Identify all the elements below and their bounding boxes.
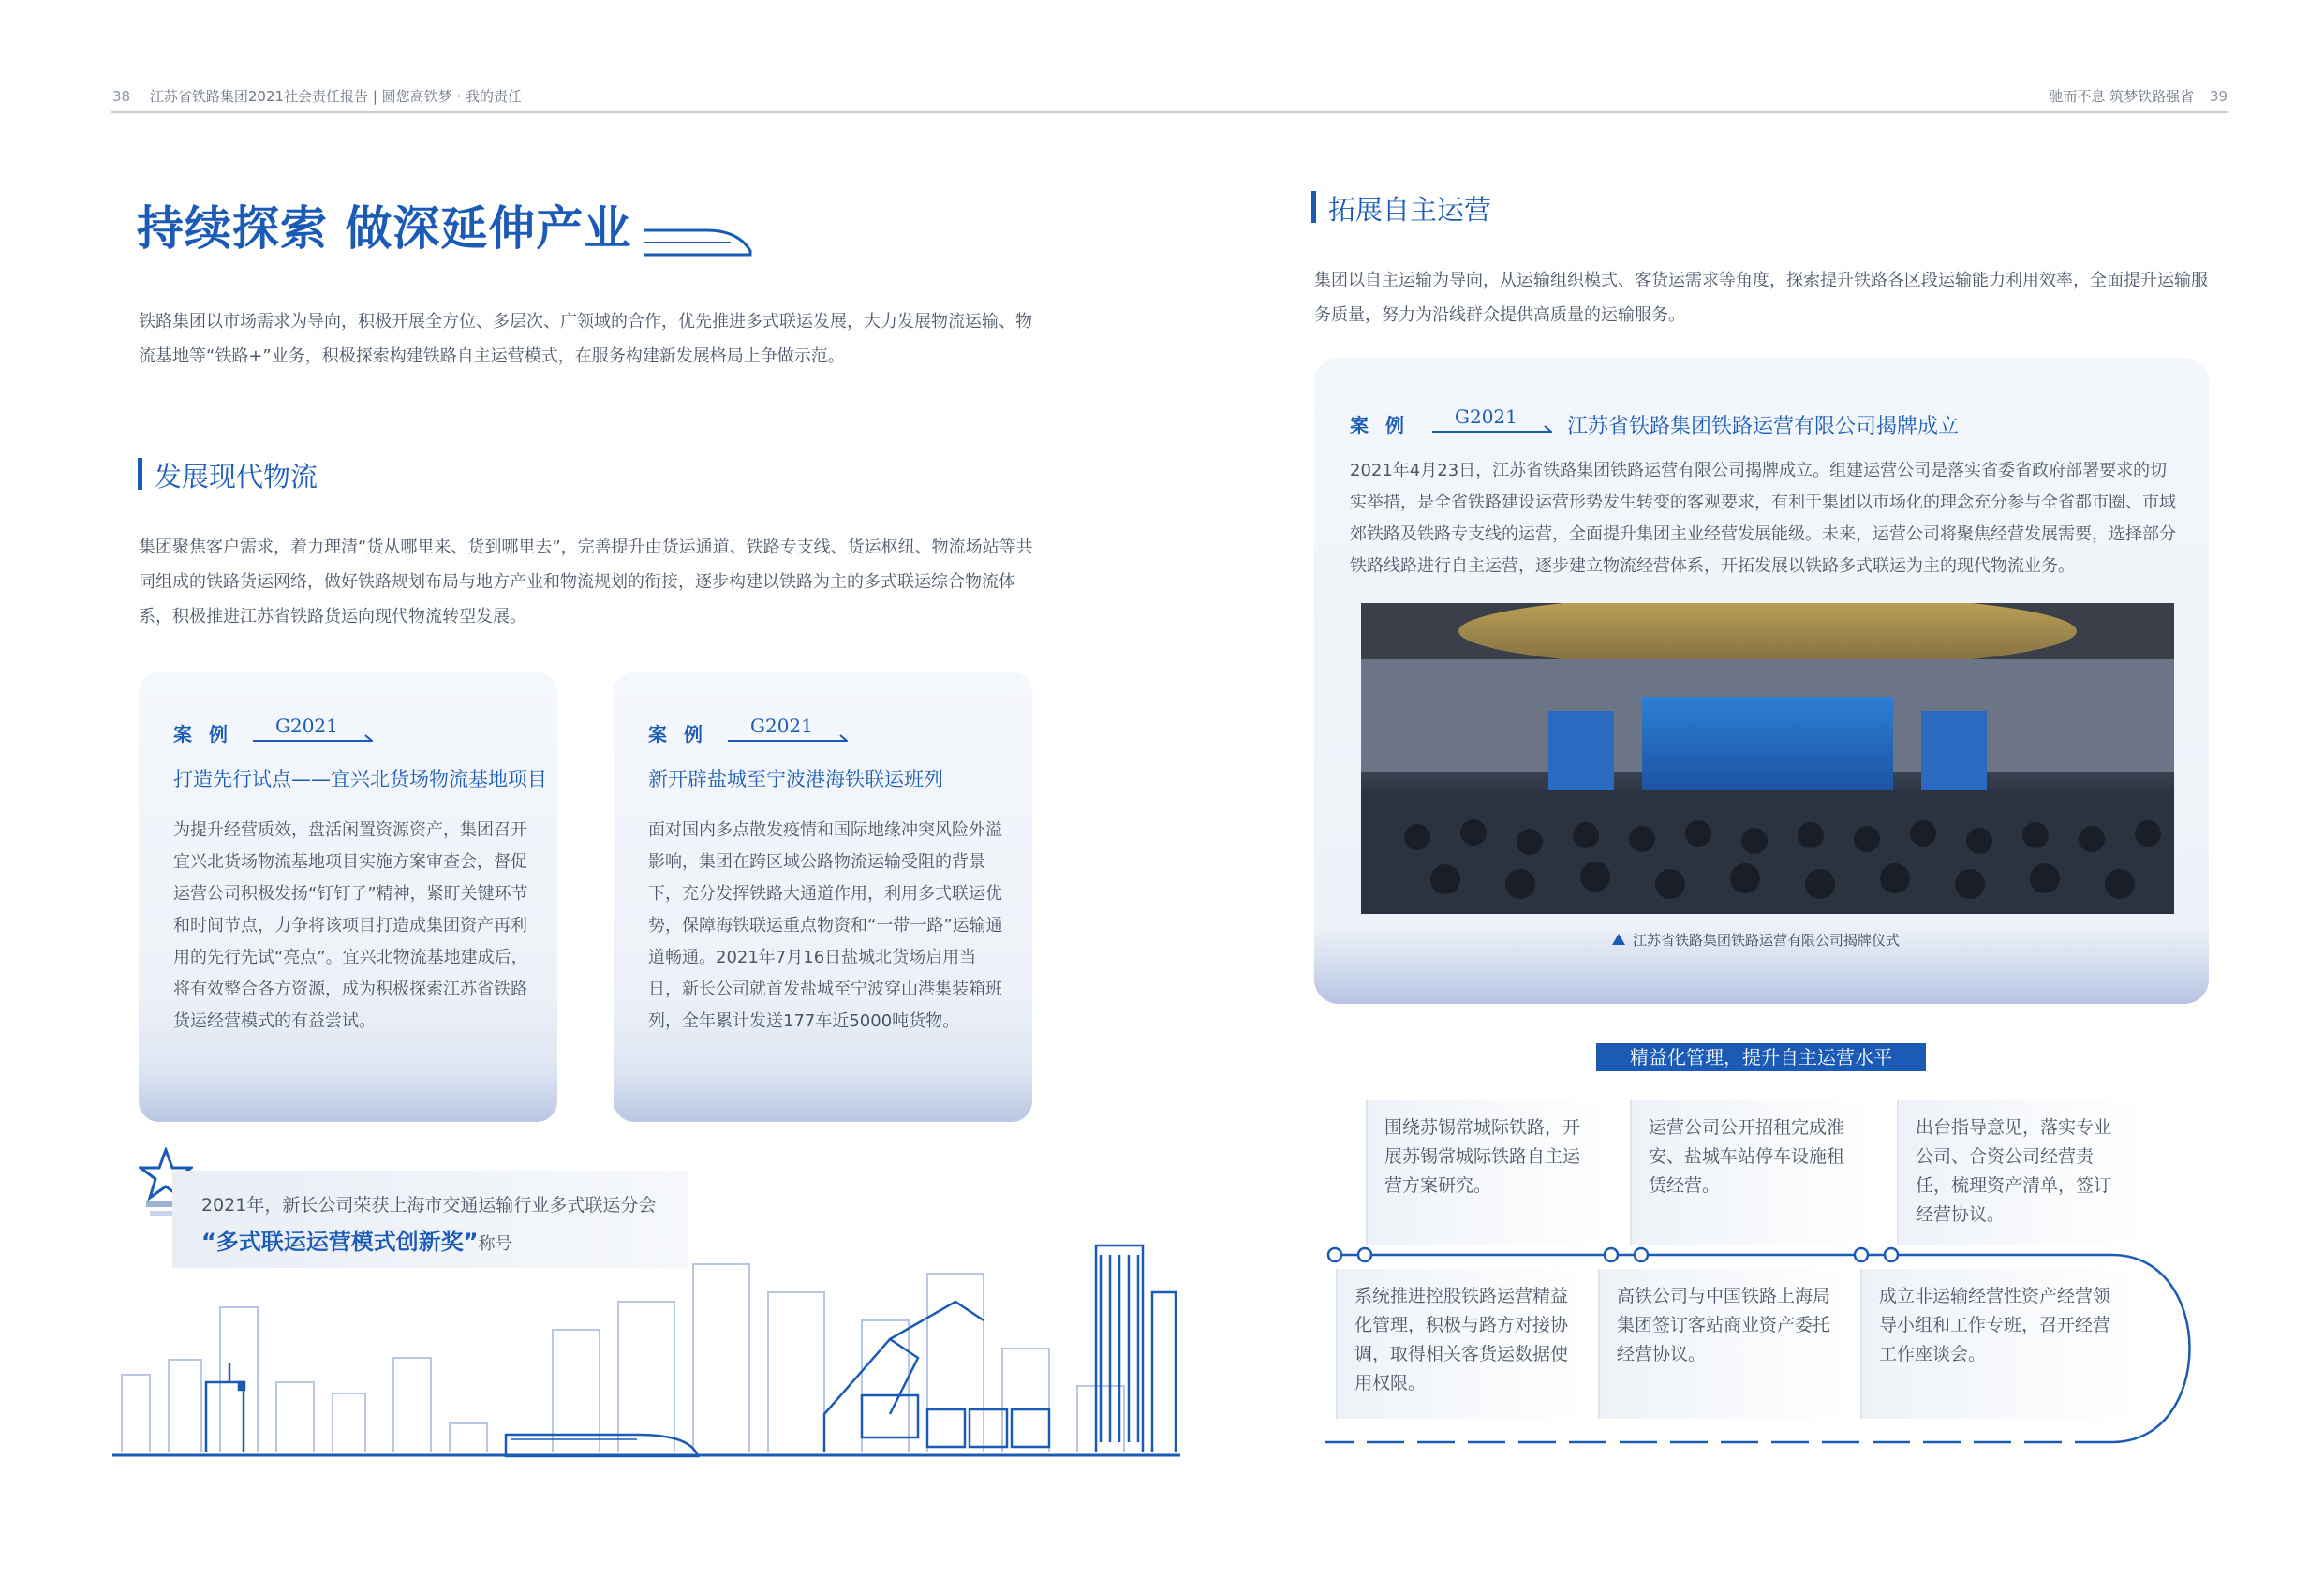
city-skyline-illustration [112,1217,1180,1461]
case-body: 2021年4月23日，江苏省铁路集团铁路运营有限公司揭牌成立。组建运营公司是落实省委省政府部署要求的切实举措，是全省铁路建设运营形势发生转变的客观要求，有利于集团以市场化的理念充分参与全省都市圈、市域郊铁路及铁路专支线的运营，全面提升集团主业经营发展能级。未来，运营公司将聚焦经营发展需要，选择部分铁路线路进行自主运营，逐步建立物流经营体系，开拓发展以铁路多式联运为主的现代物流业务。 [1350,461,2176,576]
triangle-caption-icon [1612,934,1625,945]
case-tag: G2021 [1455,405,1517,428]
lean-item-top-2: 运营公司公开招租完成淮安、盐城车站停车设施租赁经营。 [1630,1100,1875,1245]
high-speed-train-icon [642,212,754,264]
header-rule [111,111,2228,113]
case-tag-underline [728,740,840,742]
section-heading-self-operation [1311,189,1592,225]
case-card-yancheng [614,672,1032,1122]
section-heading-text: 发展现代物流 [155,461,318,493]
case-label: 案例 [173,723,244,745]
lean-item-bottom-1: 系统推进控股铁路运营精益化管理，积极与路方对接协调，取得相关客货运数据使用权限。 [1336,1269,1591,1419]
case-title: 江苏省铁路集团铁路运营有限公司揭牌成立 [1567,415,1960,438]
award-name: “多式联运运营模式创新奖” [201,1229,479,1255]
case-tag: G2021 [750,715,813,737]
award-line1: 2021年，新长公司荣获上海市交通运输行业多式联运分会 [201,1195,657,1216]
lean-item-top-1: 围绕苏锡常城际铁路，开展苏锡常城际铁路自主运营方案研究。 [1366,1100,1611,1245]
left-intro: 铁路集团以市场需求为导向，积极开展全方位、多层次、广领域的合作，优先推进多式联运发展，大力发展物流运输、物流基地等“铁路+”业务，积极探索构建铁路自主运营模式，在服务构建新发展格局上争做示范。 [139,312,1032,366]
case-tag-underline [253,740,365,742]
arrow-icon [835,734,848,745]
right-running-title: 驰而不息 筑梦铁路强省 [2049,88,2195,105]
case-title: 打造先行试点——宜兴北货场物流基地项目 [173,768,547,790]
award-suffix: 称号 [478,1234,512,1254]
case-label: 案例 [1350,414,1421,436]
header-left [112,86,522,106]
self-operation-body: 集团以自主运输为导向，从运输组织模式、客货运需求等角度，探索提升铁路各区段运输能力利用效率，全面提升运输服务质量，努力为沿线群众提供高质量的运输服务。 [1314,271,2208,325]
section-heading-logistics [138,456,419,492]
case-card-operations-company [1314,358,2209,1004]
case-body: 为提升经营质效，盘活闲置资源资产，集团召开宜兴北货场物流基地项目实施方案审查会，督促运营公司积极发扬“钉钉子”精神，紧盯关键环节和时间节点，力争将该项目打造成集团资产再利用的先行先试“亮点”。宜兴北物流基地建成后，将有效整合各方资源，成为积极探索江苏省铁路货运经营模式的有益尝试。 [173,820,528,1031]
page-title: 持续探索 做深延伸产业 [137,201,632,256]
case-body: 面对国内多点散发疫情和国际地缘冲突风险外溢影响，集团在跨区域公路物流运输受阻的背景下，充分发挥铁路大通道作用，利用多式联运优势，保障海铁联运重点物资和“一带一路”运输通道畅通。2021年7月16日盐城北货场启用当日，新长公司就首发盐城至宁波穿山港集装箱班列，全年累计发送177车近5000吨货物。 [648,820,1003,1031]
case-tag-underline [1432,431,1545,433]
ceremony-photo [1361,603,2174,914]
right-page-number: 39 [2209,88,2228,105]
logistics-body: 集团聚焦客户需求，着力理清“货从哪里来、货到哪里去”，完善提升由货运通道、铁路专支线、货运枢纽、物流场站等共同组成的铁路货运网络，做好铁路规划布局与地方产业和物流规划的衔接，逐步构建以铁路为主的多式联运综合物流体系，积极推进江苏省铁路货运向现代物流转型发展。 [139,538,1033,626]
case-title: 新开辟盐城至宁波港海铁联运班列 [648,768,943,790]
lean-item-bottom-3: 成立非运输经营性资产经营领导小组和工作专班，召开经营工作座谈会。 [1860,1269,2141,1419]
left-page-number: 38 [112,88,131,105]
case-card-yixing [139,672,557,1122]
arrow-icon [360,734,373,745]
section-bar [1311,191,1316,223]
lean-banner: 精益化管理，提升自主运营水平 [1596,1043,1926,1071]
photo-caption: 江苏省铁路集团铁路运营有限公司揭牌仪式 [1633,932,1901,949]
case-label: 案例 [648,723,719,745]
arrow-icon [1539,425,1552,436]
lean-item-bottom-2: 高铁公司与中国铁路上海局集团签订客站商业资产委托经营协议。 [1598,1269,1853,1419]
header-right [2049,86,2228,106]
case-tag: G2021 [275,715,338,737]
left-running-title: 江苏省铁路集团2021社会责任报告 | 圆您高铁梦 · 我的责任 [149,88,522,105]
lean-item-top-3: 出台指导意见，落实专业公司、合资公司经营责任，梳理资产清单，签订经营协议。 [1897,1100,2142,1245]
section-heading-text: 拓展自主运营 [1328,194,1492,226]
section-bar [138,458,142,490]
